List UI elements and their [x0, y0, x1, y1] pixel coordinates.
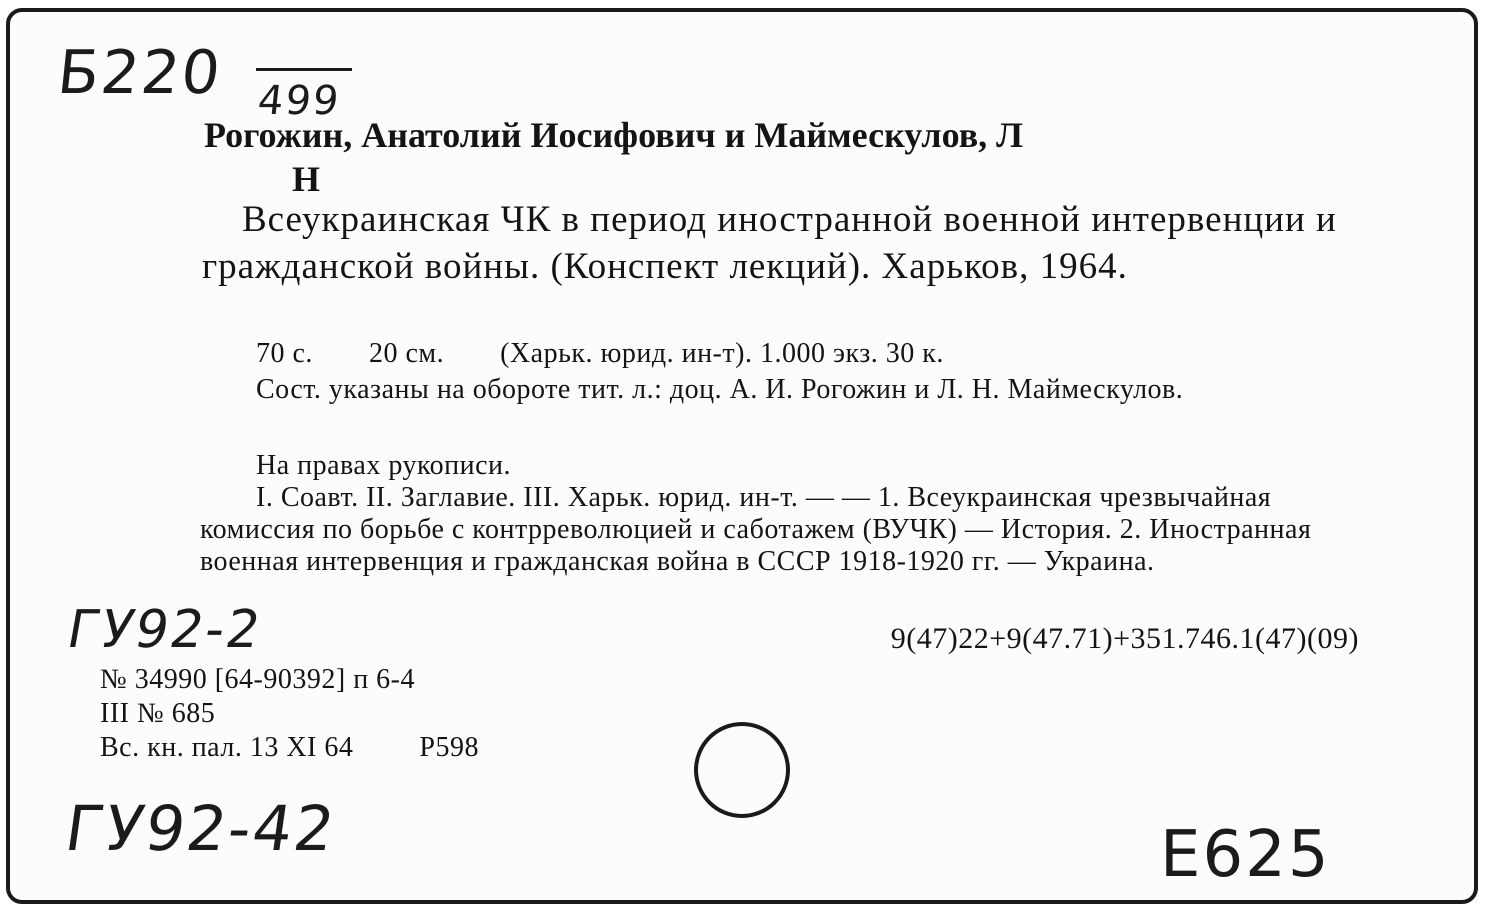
book-chamber-date: Вс. кн. пал. 13 XI 64 — [100, 732, 354, 763]
pages: 70 с. — [256, 338, 313, 369]
series: (Харьк. юрид. ин-т). 1.000 экз. 30 к. — [500, 338, 944, 369]
shelf-mark: Б220 — [54, 38, 226, 108]
book-chamber-line — [100, 732, 479, 764]
handwritten-code: Е625 — [1160, 818, 1331, 892]
author-initial: Н — [292, 159, 321, 199]
classification-index: 9(47)22+9(47.71)+351.746.1(47)(09) — [890, 622, 1359, 655]
shelf-mark-line — [256, 68, 352, 71]
author-line: Рогожин, Анатолий Иосифович и Маймескулов, Л — [204, 115, 1023, 155]
title-text: Всеукраинская ЧК в период иностранной военной интервенции и гражданской войны. (Конспект лекций). Харьков, 1964. — [202, 199, 1337, 287]
title-block — [202, 196, 1362, 290]
note-compilers-text: Сост. указаны на обороте тит. л.: доц. А. И. Рогожин и Л. Н. Маймескулов. — [256, 374, 1184, 405]
book-chamber-code: Р598 — [419, 732, 479, 763]
subject-headings-text: I. Соавт. II. Заглавие. III. Харьк. юрид. ин-т. — — 1. Всеукраинская чрезвычайная комиссия по борьбе с контрреволюцией и саботажем (ВУЧК) — История. 2. Иностранная военная интервенция и гражданская война в СССР 1918-1920 гг. — Украина. — [200, 482, 1312, 577]
print-run: III № 685 — [100, 698, 216, 729]
physical-description — [200, 338, 1364, 370]
subject-headings — [200, 482, 1364, 578]
size: 20 см. — [368, 338, 445, 369]
order-number: № 34990 [64-90392] п 6-4 — [100, 664, 415, 695]
inventory-number-top: ГУ92-2 — [62, 600, 267, 660]
note-rights-text: На правах рукописи. — [256, 450, 512, 481]
shelf-mark-sub: 499 — [255, 78, 343, 124]
inventory-number-bottom: ГУ92-42 — [60, 792, 341, 865]
punch-hole — [694, 722, 790, 818]
note-rights — [200, 450, 1364, 482]
note-compilers — [200, 374, 1364, 406]
